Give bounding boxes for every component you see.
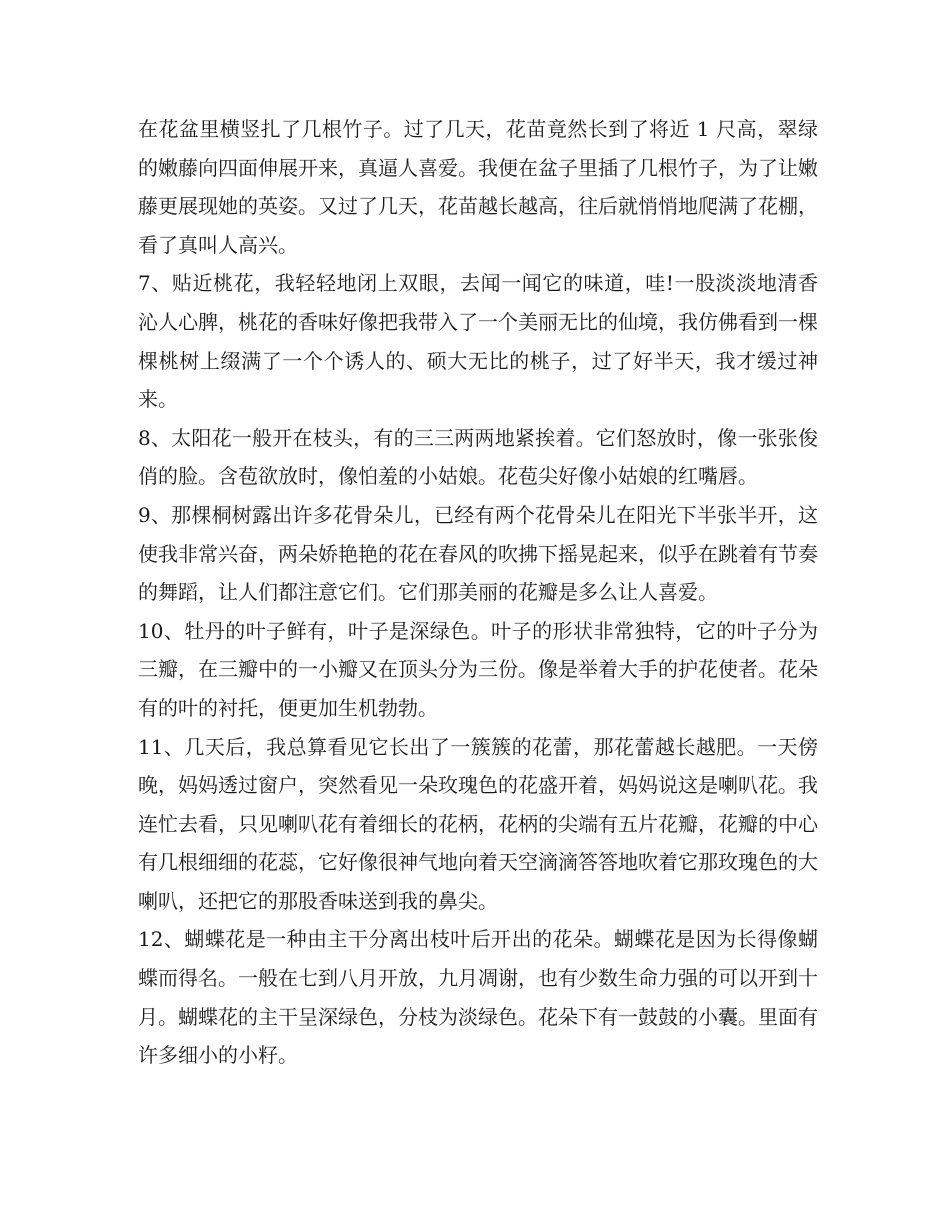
paragraph-10 [138, 612, 818, 728]
paragraph-text: 蝴蝶花是一种由主干分离出枝叶后开出的花朵。蝴蝶花是因为长得像蝴蝶而得名。一般在七到八月开放，九月凋谢，也有少数生命力强的可以开到十月。蝴蝶花的主干呈深绿色，分枝为淡绿色。花朵下有一鼓鼓的小囊。里面有许多细小的小籽。 [138, 927, 818, 1068]
paragraph-number: 11、 [138, 734, 185, 759]
paragraph-7 [138, 264, 818, 418]
paragraph-continued [138, 110, 818, 264]
paragraph-8 [138, 419, 818, 496]
paragraph-9 [138, 496, 818, 612]
paragraph-text: 贴近桃花，我轻轻地闭上双眼，去闻一闻它的味道，哇!一股淡淡地清香沁人心脾，桃花的香味好像把我带入了一个美丽无比的仙境，我仿佛看到一棵棵桃树上缀满了一个个诱人的、硕大无比的桃子，过了好半天，我才缓过神来。 [138, 271, 818, 412]
paragraph-11 [138, 728, 818, 921]
paragraph-number: 9、 [138, 502, 172, 527]
paragraph-number: 8、 [138, 425, 172, 450]
paragraph-number: 12、 [138, 927, 185, 952]
paragraph-text: 几天后，我总算看见它长出了一簇簇的花蕾，那花蕾越长越肥。一天傍晚，妈妈透过窗户，突然看见一朵玫瑰色的花盛开着，妈妈说这是喇叭花。我连忙去看，只见喇叭花有着细长的花柄，花柄的尖端有五片花瓣，花瓣的中心有几根细细的花蕊，它好像很神气地向着天空滴滴答答地吹着它那玫瑰色的大喇叭，还把它的那股香味送到我的鼻尖。 [138, 734, 818, 913]
paragraph-text: 太阳花一般开在枝头，有的三三两两地紧挨着。它们怒放时，像一张张俊俏的脸。含苞欲放时，像怕羞的小姑娘。花苞尖好像小姑娘的红嘴唇。 [138, 425, 818, 489]
paragraph-12 [138, 920, 818, 1074]
paragraph-text: 在花盆里横竖扎了几根竹子。过了几天，花苗竟然长到了将近 1 尺高，翠绿的嫩藤向四面伸展开来，真逼人喜爱。我便在盆子里插了几根竹子，为了让嫩藤更展现她的英姿。又过了几天，花苗越长越高，往后就悄悄地爬满了花棚，看了真叫人高兴。 [138, 117, 818, 257]
paragraph-number: 10、 [138, 618, 185, 643]
paragraph-number: 7、 [138, 271, 172, 296]
paragraph-text: 牡丹的叶子鲜有，叶子是深绿色。叶子的形状非常独特，它的叶子分为三瓣，在三瓣中的一小瓣又在顶头分为三份。像是举着大手的护花使者。花朵有的叶的衬托，便更加生机勃勃。 [138, 618, 818, 720]
document-body [138, 110, 818, 1075]
paragraph-text: 那棵桐树露出许多花骨朵儿，已经有两个花骨朵儿在阳光下半张半开，这使我非常兴奋，两朵娇艳艳的花在春风的吹拂下摇晃起来，似乎在跳着有节奏的舞蹈，让人们都注意它们。它们那美丽的花瓣是多么让人喜爱。 [138, 502, 818, 605]
